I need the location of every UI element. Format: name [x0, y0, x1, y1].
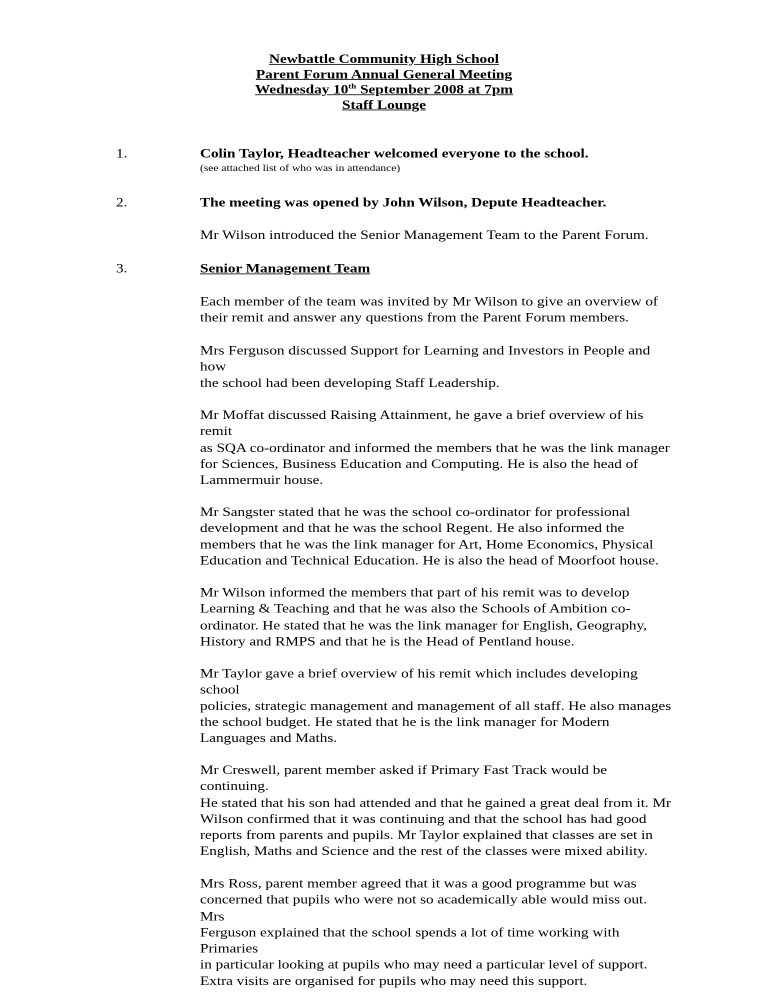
item-1-number: 1. [116, 147, 128, 161]
item-3-paragraph: Mr Wilson informed the members that part of his remit was to develop Learning & Teaching and that he was also the Schools of Ambition co- ordinator. He stated that he was the link manager for English, Geography, History and RMPS and that he is the Head of Pentland house. [200, 586, 647, 649]
item-3-paragraph: Mr Taylor gave a brief overview of his remit which includes developing school policies, strategic management and management of all staff. He also manages the school budget. He stated that he is the link manager for Modern Languages and Maths. [200, 666, 672, 746]
item-3-heading: Senior Management Team [200, 262, 371, 276]
item-3-number: 3. [116, 262, 128, 276]
item-3-paragraph: Mr Creswell, parent member asked if Primary Fast Track would be continuing. He stated that his son had attended and that he gained a great deal from it. Mr Wilson confirmed that it was continuing and that the school has had good reports from parents and pupils. Mr Taylor explained that classes are set in English, Maths and Science and the rest of the classes were mixed ability. [200, 763, 672, 859]
item-2-heading: The meeting was opened by John Wilson, Depute Headteacher. [200, 195, 607, 210]
item-1-note: (see attached list of who was in attendance) [200, 163, 401, 174]
meeting-location: Staff Lounge [342, 98, 426, 112]
item-3-paragraph: Mr Moffat discussed Raising Attainment, he gave a brief overview of his remit as SQA co-ordinator and informed the members that he was the link manager for Sciences, Business Education and Computing. He is also the head of Lammermuir house. [200, 408, 670, 488]
item-3-paragraph: Mrs Ferguson discussed Support for Learning and Investors in People and how the school had been developing Staff Leadership. [200, 343, 651, 390]
meeting-title: Parent Forum Annual General Meeting [255, 67, 513, 82]
meeting-date-suffix: September 2008 at 7pm [356, 83, 513, 97]
item-3-paragraph: Mr Sangster stated that he was the school co-ordinator for professional development and that he was the school Regent. He also informed the members that he was the link manager for Art, Home Economics, Physical Education and Technical Education. He is also the head of Moorfoot house. [200, 505, 659, 568]
item-1-heading: Colin Taylor, Headteacher welcomed everyone to the school. [200, 147, 589, 161]
item-3-paragraph: Mrs Ross, parent member agreed that it was a good programme but was concerned that pupils who were not so academically able would miss out. Mrs Ferguson explained that the school spends a lot of time working with Primaries in particular looking at pupils who may need a particular level of support. Extra visits are organised for pupils who may need this support. [200, 877, 648, 989]
meeting-date [0, 82, 768, 97]
item-2-number: 2. [116, 195, 128, 210]
item-3-paragraph: Each member of the team was invited by Mr Wilson to give an overview of their remit and answer any questions from the Parent Forum members. [200, 295, 658, 325]
school-name: Newbattle Community High School [269, 52, 499, 67]
meeting-date-prefix: Wednesday 10 [255, 83, 349, 97]
document-header [0, 52, 768, 113]
item-2-paragraph: Mr Wilson introduced the Senior Management Team to the Parent Forum. [200, 228, 649, 243]
meeting-date-ordinal: th [348, 82, 357, 91]
